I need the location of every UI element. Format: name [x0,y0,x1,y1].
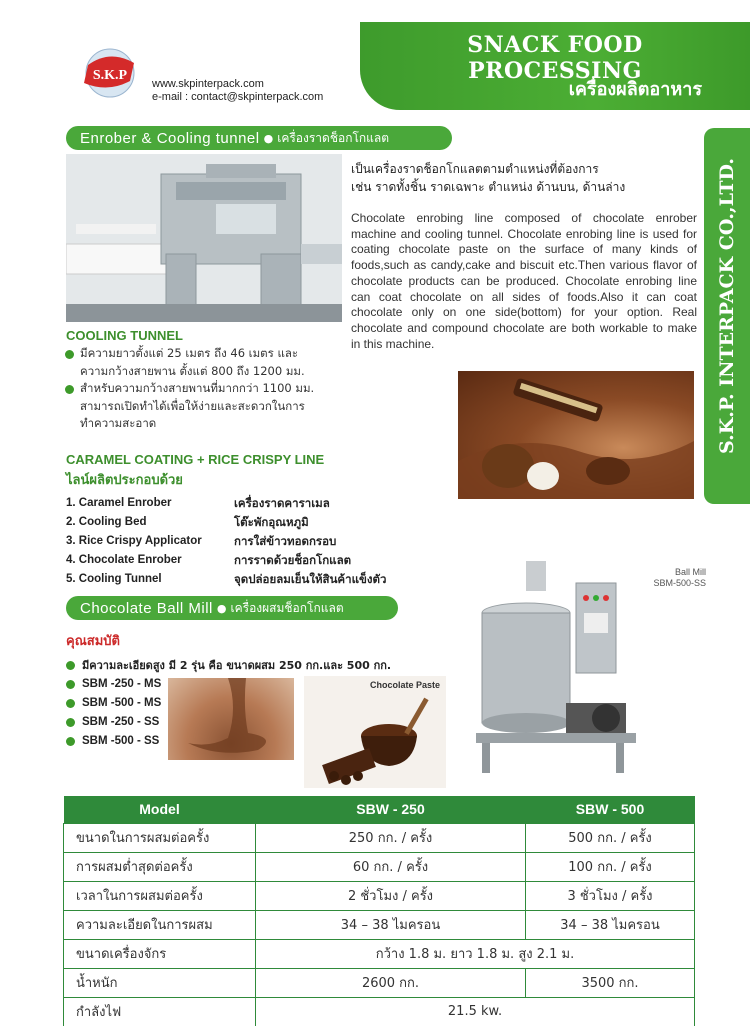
table-header: SBW - 250 [256,796,526,823]
company-side-strip [704,128,750,504]
table-row [64,881,695,910]
thai-intro-line: เช่น ราดทั้งชิ้น ราดเฉพาะ ตำแหน่ง ด้านบน, ด้านล่าง [351,180,626,194]
table-cell: กว้าง 1.8 ม. ยาว 1.8 ม. สูง 2.1 ม. [256,939,695,968]
section-enrober-header [66,126,452,150]
list-item: 4. Chocolate Enrober [66,554,182,566]
list-item: โต๊ะพักอุณหภูมิ [234,515,309,529]
list-item: จุดปล่อยลมเย็นให้สินค้าแข็งตัว [234,572,387,586]
list-item: การใส่ข้าวทอดกรอบ [234,534,337,548]
section-ballmill-title-th: เครื่องผสมช็อกโกแลต [230,600,344,615]
cooling-tunnel-bullets [64,345,364,433]
table-cell: ความละเอียดในการผสม [64,910,256,939]
thai-intro-line: เป็นเครื่องราดช็อกโกแลตตามตำแหน่งที่ต้องการ [351,162,599,176]
list-item: 3. Rice Crispy Applicator [66,535,202,547]
skp-logo [70,45,148,101]
cooling-tunnel-heading: COOLING TUNNEL [66,328,183,343]
caramel-components-en [66,494,202,589]
ball-mill-label-line: SBM-500-SS [653,578,706,588]
caramel-components-th [234,494,386,589]
list-item: 2. Cooling Bed [66,516,147,528]
logo-text: S.K.P [92,68,128,83]
melted-chocolate-photo [168,678,294,760]
table-row [64,997,695,1026]
ball-mill-label-line: Ball Mill [674,567,706,577]
table-row [64,968,695,997]
page-title: SNACK FOOD PROCESSING [467,32,643,84]
table-header: Model [64,796,256,823]
table-cell: 2 ชั่วโมง / ครั้ง [256,881,526,910]
table-row [64,910,695,939]
table-header: SBW - 500 [526,796,695,823]
bullet-dot-icon: ● [263,131,274,145]
chocolate-paste-photo [304,676,446,788]
table-cell: 3 ชั่วโมง / ครั้ง [526,881,695,910]
table-cell: 2600 กก. [256,968,526,997]
table-cell: 21.5 kw. [256,997,695,1026]
table-cell: 34 – 38 ไมครอน [526,910,695,939]
table-cell: กำลังไฟ [64,997,256,1026]
list-item: SBM -500 - SS [66,732,391,751]
table-cell: น้ำหนัก [64,968,256,997]
list-item: มีความละเอียดสูง มี 2 รุ่น คือ ขนาดผสม 250 กก.และ 500 กก. [66,656,391,675]
chocolate-coated-snacks-photo [458,371,694,499]
table-cell: เวลาในการผสมต่อครั้ง [64,881,256,910]
bullet-dot-icon: ● [216,601,227,615]
page-subtitle: เครื่องผลิตอาหาร [568,79,702,100]
table-cell: 60 กก. / ครั้ง [256,852,526,881]
enrober-description: Chocolate enrobing line composed of chocolate enrober machine and cooling tunnel. Chocolate enrobing line is used for coating chocolate paste on the surface of many kinds of foods,such as candy,cake and biscuit etc.Then various flavor of chocolate products can be produced. Chocolate enrobing line can coat chocolate on all sides of foods.Also it can coat chocolate only on one side(bottom) for your option. Real chocolate and compound chocolate are both workable to make in this machine. [351,211,697,351]
contact-info [152,78,323,104]
section-enrober-title: Enrober & Cooling tunnel [80,129,260,147]
section-enrober-title-th: เครื่องราดช็อกโกแลต [277,130,390,145]
list-item: SBM -500 - MS [66,694,391,713]
table-cell: การผสมต่ำสุดต่อครั้ง [64,852,256,881]
ball-mill-label [650,567,706,589]
caramel-line-heading-th: ไลน์ผลิตประกอบด้วย [66,473,183,488]
list-item: มีความยาวตั้งแต่ 25 เมตร ถึง 46 เมตร และ ความกว้างสายพาน ตั้งแต่ 800 ถึง 1200 มม. [64,345,364,380]
table-row [64,823,695,852]
table-cell: 250 กก. / ครั้ง [256,823,526,852]
table-row [64,939,695,968]
list-item: 1. Caramel Enrober [66,497,172,509]
header-banner [360,22,750,110]
chocolate-paste-label: Chocolate Paste [369,680,440,690]
enrober-machine-photo [66,154,342,322]
company-name: S.K.P. INTERPACK CO.,LTD. [716,158,738,454]
table-cell: ขนาดในการผสมต่อครั้ง [64,823,256,852]
website-link[interactable]: www.skpinterpack.com [152,78,264,90]
email-link[interactable]: e-mail : contact@skpinterpack.com [152,91,324,103]
table-cell: 34 – 38 ไมครอน [256,910,526,939]
list-item: 5. Cooling Tunnel [66,573,162,585]
section-ballmill-header [66,596,398,620]
enrober-thai-intro [351,160,625,196]
list-item: เครื่องราดคาราเมล [234,496,330,510]
table-row [64,852,695,881]
list-item: สำหรับความกว้างสายพานที่มากกว่า 1100 มม. สามารถเปิดทำได้เพื่อให้ง่ายและสะดวกในการ ทำความสะอาด [64,380,364,433]
table-cell: ขนาดเครื่องจักร [64,939,256,968]
table-cell: 500 กก. / ครั้ง [526,823,695,852]
spec-table [63,796,695,1026]
list-item: การราดด้วยช็อกโกแลต [234,553,352,567]
table-header-row [64,796,695,823]
section-ballmill-title: Chocolate Ball Mill [80,599,213,617]
list-item: SBM -250 - MS [66,675,391,694]
table-cell: 3500 กก. [526,968,695,997]
list-item: SBM -250 - SS [66,713,391,732]
table-cell: 100 กก. / ครั้ง [526,852,695,881]
properties-heading: คุณสมบัติ [66,634,120,649]
ball-mill-machine-photo [456,553,642,779]
caramel-line-heading: CARAMEL COATING + RICE CRISPY LINE [66,452,325,467]
